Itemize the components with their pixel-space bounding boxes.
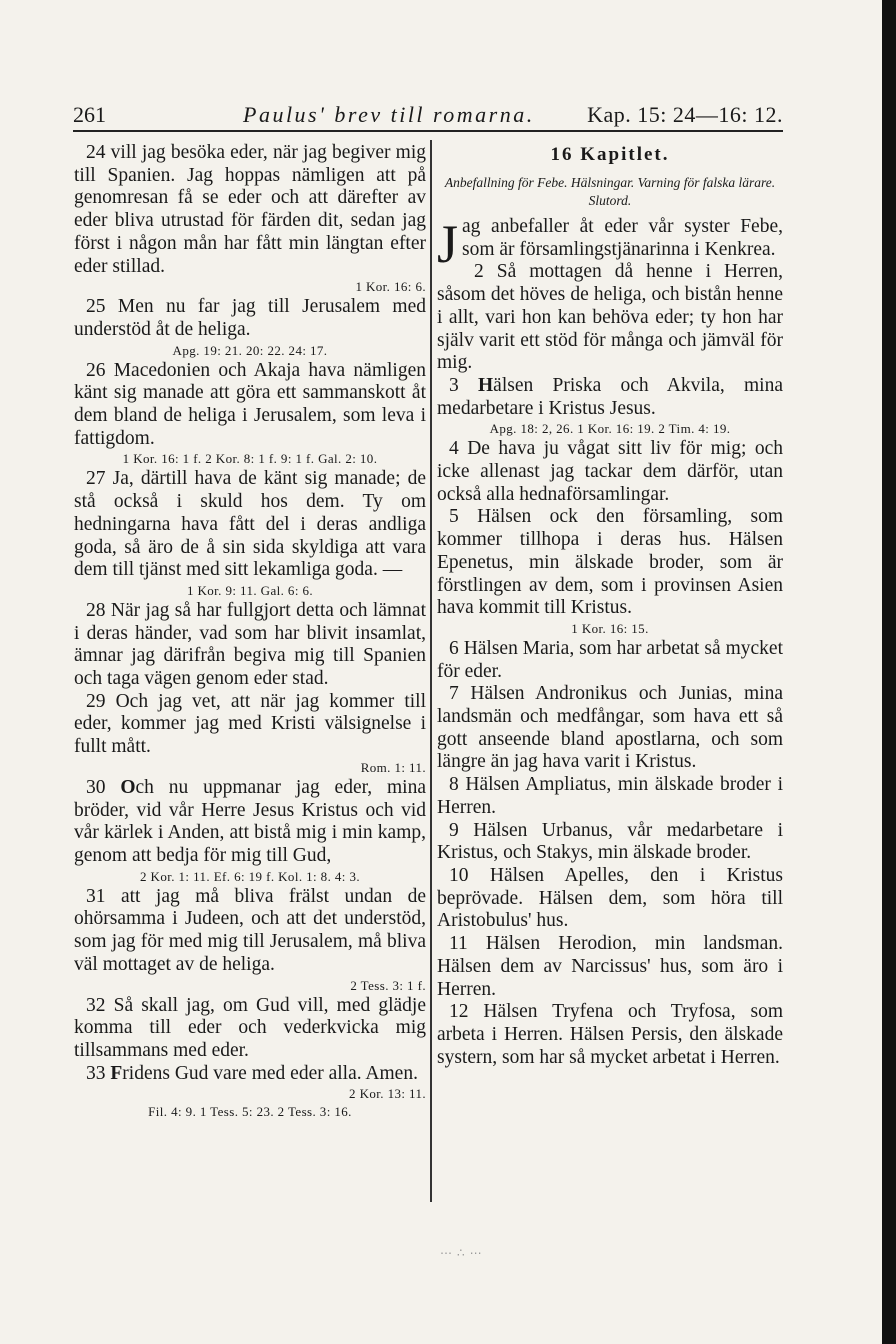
header-rule <box>73 130 783 132</box>
verse-16-8: 8 Hälsen Ampliatus, min älskade broder i Herren. <box>437 774 783 818</box>
section-initial: F <box>110 1062 123 1084</box>
verse-15-24: 24 vill jag besöka eder, när jag begiver mig till Spanien. Jag hoppas nämligen att på genomresan få se eder och att därefter av eder bliva utrustad för färden dit, sedan jag först i någon mån har fått min längtan efter eder stillad. <box>74 142 426 277</box>
verse-15-32: 32 Så skall jag, om Gud vill, med glädje komma till eder och vederkvicka mig tillsammans med eder. <box>74 994 426 1061</box>
cross-reference: Apg. 18: 2, 26. 1 Kor. 16: 19. 2 Tim. 4: 19. <box>489 421 731 437</box>
running-title: Paulus' brev till romarna. <box>243 102 535 127</box>
verse-15-28: 28 När jag så har fullgjort detta och lämnat i deras händer, vad som har blivit insamlat, ämnar jag därifrån begiva mig till Spanien och taga vägen genom eder stad. <box>74 599 426 690</box>
cross-reference: 1 Kor. 16: 1 f. 2 Kor. 8: 1 f. 9: 1 f. Gal. 2: 10. <box>122 451 378 467</box>
verse-number: 33 <box>86 1062 106 1084</box>
verse-text: ag anbefaller åt eder vår syster Febe, som är församlingstjänarinna i Kenkrea. <box>462 216 783 260</box>
cross-reference: 2 Kor. 1: 11. Ef. 6: 19 f. Kol. 1: 8. 4: 3. <box>139 868 360 884</box>
cross-reference: Rom. 1: 11. <box>360 759 426 775</box>
verse-15-27: 27 Ja, därtill hava de känt sig manade; de stå också i skuld hos dem. Ty om hedningarna hava fått del i deras andliga goda, så äro de å sin sida skyldiga att vara dem till tjänst med sitt lekamliga goda. — <box>74 468 426 581</box>
cross-reference: Fil. 4: 9. 1 Tess. 5: 23. 2 Tess. 3: 16. <box>148 1104 352 1120</box>
verse-15-31: 31 att jag må bliva frälst undan de ohörsamma i Judeen, och att det understöd, som jag för med mig till Jerusalem, må bliva väl mottaget av de heliga. <box>74 885 426 975</box>
cross-reference: 1 Kor. 16: 15. <box>571 620 649 636</box>
verse-15-30 <box>74 777 426 868</box>
verse-15-25: 25 Men nu far jag till Jerusalem med understöd åt de heliga. <box>74 296 426 340</box>
section-initial: H <box>478 374 494 396</box>
chapter-reference: Kap. 15: 24—16: 12. <box>587 102 783 127</box>
cross-reference: 1 Kor. 16: 6. <box>355 279 426 295</box>
cross-reference: 2 Tess. 3: 1 f. <box>350 977 426 993</box>
verse-15-33 <box>74 1063 426 1086</box>
scan-mark: ⋯ ∴ ⋯ <box>440 1246 483 1260</box>
verse-16-12: 12 Hälsen Tryfena och Tryfosa, som arbeta i Herren. Hälsen Persis, den älskade systern, som har så mycket arbetat i Herren. <box>437 1001 783 1068</box>
right-column <box>437 142 783 1069</box>
drop-cap: J <box>437 214 459 274</box>
cross-reference: 2 Kor. 13: 11. <box>349 1086 426 1102</box>
verse-number: 3 <box>449 374 459 396</box>
page-number: 261 <box>73 102 106 127</box>
verse-16-10: 10 Hälsen Apelles, den i Kristus beprövade. Hälsen dem, som höra till Aristobulus' hus. <box>437 864 783 932</box>
left-column <box>74 142 426 1121</box>
verse-text: ridens Gud vare med eder alla. Amen. <box>122 1062 418 1084</box>
verse-16-4: 4 De hava ju vågat sitt liv för mig; och icke allenast jag tackar dem därför, utan också alla hednaförsamlingar. <box>437 438 783 505</box>
verse-15-29: 29 Och jag vet, att när jag kommer till eder, kommer jag med Kristi välsignelse i fullt mått. <box>74 690 426 758</box>
verse-16-7: 7 Hälsen Andronikus och Junias, mina landsmän och medfångar, som hava ett så gott anseende bland apostlarna, och som längre än jag hava varit i Kristus. <box>437 683 783 773</box>
verse-16-11: 11 Hälsen Herodion, min landsman. Hälsen dem av Narcissus' hus, som äro i Herren. <box>437 933 783 1000</box>
section-initial: O <box>120 776 136 798</box>
chapter-summary: Anbefallning för Febe. Hälsningar. Varning för falska lärare. Slutord. <box>444 175 776 208</box>
verse-16-5: 5 Hälsen ock den församling, som kommer tillhopa i deras hus. Hälsen Epenetus, min älskade broder, som är förstlingen av dem, som i provinsen Asien hava kommit till Kristus. <box>437 506 783 619</box>
verse-16-2: 2 Så mottagen då henne i Herren, såsom det höves de heliga, och bistån henne i allt, vari hon kan behöva eder; ty hon har själv varit ett stöd för många och jämväl för mig. <box>437 261 783 374</box>
verse-15-26: 26 Macedonien och Akaja hava nämligen känt sig manade att göra ett sammanskott åt dem bland de heliga i Jerusalem, som leva i fattigdom. <box>74 359 426 449</box>
chapter-title: 16 Kapitlet. <box>550 144 670 165</box>
column-divider <box>430 140 432 1202</box>
cross-reference: Apg. 19: 21. 20: 22. 24: 17. <box>172 342 328 358</box>
verse-number: 30 <box>86 776 106 798</box>
verse-text: ch nu uppmanar jag eder, mina bröder, vid vår Herre Jesus Kristus och vid vår kärlek i Anden, att bistå mig i min kamp, genom att bedja för mig till Gud, <box>74 776 427 866</box>
verse-16-6: 6 Hälsen Maria, som har arbetat så mycket för eder. <box>437 637 783 682</box>
verse-text: älsen Priska och Akvila, mina medarbetare i Kristus Jesus. <box>437 374 783 419</box>
verse-16-3 <box>437 375 783 420</box>
verse-16-9: 9 Hälsen Urbanus, vår medarbetare i Kristus, och Stakys, min älskade broder. <box>437 819 783 864</box>
running-header <box>73 100 783 130</box>
verse-16-1 <box>437 214 783 274</box>
page-edge <box>882 0 896 1344</box>
cross-reference: 1 Kor. 9: 11. Gal. 6: 6. <box>186 582 314 598</box>
